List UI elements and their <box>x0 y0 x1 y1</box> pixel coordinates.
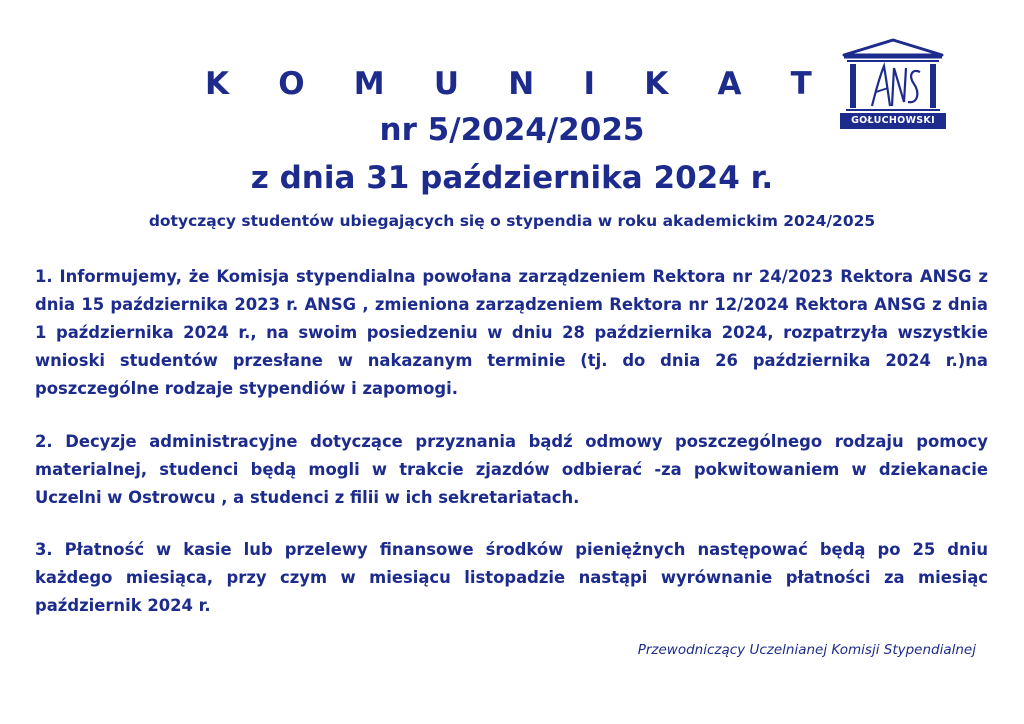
announcement-date: z dnia 31 października 2024 r. <box>250 160 774 196</box>
logo-text: GOŁUCHOWSKI <box>851 115 935 126</box>
paragraph-1: 1. Informujemy, że Komisja stypendialna powołana zarządzeniem Rektora nr 24/2023 Rektora ANSG z dnia 15 października 2023 r. ANSG , zmieniona zarządzeniem Rektora nr 12/2024 Rektora ANSG z dnia 1 października 2024 r., na swoim posiedzeniu w dniu 28 października 2024, rozpatrzyła wszystkie wnioski studentów przesłane w nakazanym terminie (tj. do dnia 26 października 2024 r.)na poszczególne rodzaje stypendiów i zapomogi. <box>35 267 988 398</box>
paragraph-3: 3. Płatność w kasie lub przelewy finansowe środków pieniężnych następować będą po 25 dniu każdego miesiąca, przy czym w miesiącu listopadzie nastąpi wyrównanie płatności za miesiąc październik 2024 r. <box>35 540 988 615</box>
announcement-number: nr 5/2024/2025 <box>379 112 645 148</box>
paragraph-2: 2. Decyzje administracyjne dotyczące przyznania bądź odmowy poszczególnego rodzaju pomocy materialnej, studenci będą mogli w trakcie zjazdów odbierać -za pokwitowaniem w dziekanacie Uczelni w Ostrowcu , a studenci z filii w ich sekretariatach. <box>35 432 988 507</box>
document-subtitle: dotyczący studentów ubiegających się o stypendia w roku akademickim 2024/2025 <box>148 212 876 230</box>
signature: Przewodniczący Uczelnianej Komisji Stypendialnej <box>637 642 976 658</box>
document-title: K O M U N I K A T <box>204 66 832 102</box>
